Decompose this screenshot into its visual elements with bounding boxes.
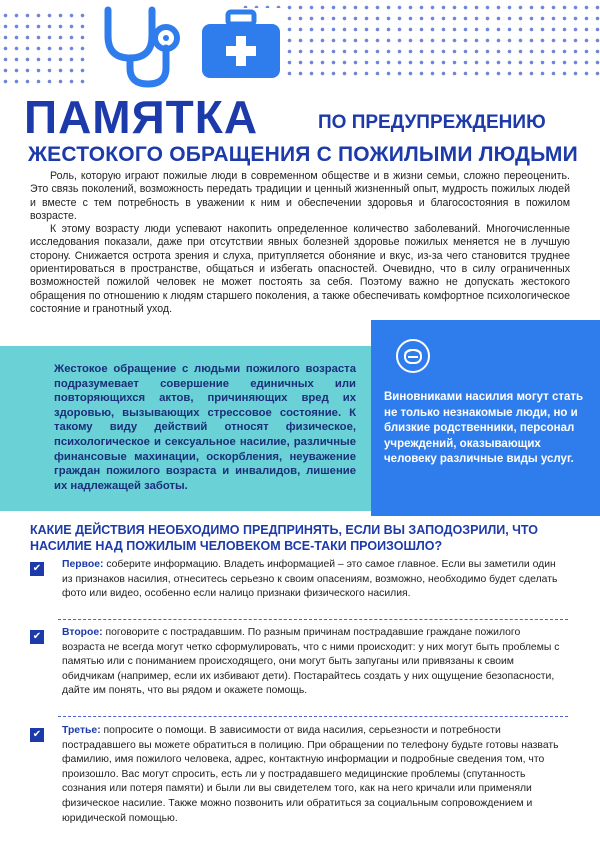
checkmark-icon: ✔ bbox=[30, 630, 44, 644]
step-text: соберите информацию. Владеть информацией – это самое главное. Если вы заметили один из признаков насилия, отнеситесь серьезно к своим опасениям, возможно, необходимо будет сделать фото или видео, особенно если налицо признаки физического насилия. bbox=[62, 559, 558, 600]
page-title: ПАМЯТКА bbox=[24, 91, 259, 143]
perpetrators-text: Виновниками насилия могут стать не только незнакомые люди, но и близкие родственники, персонал учреждений, оказывающих человеку различные виды услуг. bbox=[384, 391, 584, 466]
elderly-person-icon bbox=[395, 338, 431, 374]
intro-paragraph: Роль, которую играют пожилые люди в современном обществе и в жизни семьи, сложно переоценить. Это связь поколений, возможность передать традиции и ценный жизненный опыт, мудрость пожилых людей и вместе с тем потребность в уважении к ним и обеспечении здоровья и благосостояния в пожилом возрасте. bbox=[30, 170, 570, 222]
page-subtitle-line2: ЖЕСТОКОГО ОБРАЩЕНИЯ С ПОЖИЛЫМИ ЛЮДЬМИ bbox=[28, 143, 578, 166]
step-label: Третье: bbox=[62, 725, 101, 736]
dot-pattern-right bbox=[240, 2, 600, 80]
page-subtitle: ПО ПРЕДУПРЕЖДЕНИЮ bbox=[318, 112, 546, 133]
dashed-divider bbox=[58, 716, 568, 717]
step-label: Второе: bbox=[62, 627, 103, 638]
intro-paragraph: К этому возрасту люди успевают накопить определенное количество заболеваний. Многочисленные исследования показали, даже при отсутствии явных болезней здоровье пожилых меняется не в лучшую сторону. Снижается острота зрения и слуха, притупляется обоняние и вкус, из-за чего становится труднее ориентироваться в пространстве, общаться и избегать опасностей. Очевидно, что в силу ограниченных возможностей пожилой человек не может постоять за себя. Поэтому важно не допускать жестокого обращения по отношению к людям старшего поколения, а также обеспечивать комфортное психологическое состояние и гранотный уход. bbox=[30, 223, 570, 315]
step-item bbox=[62, 724, 566, 826]
stethoscope-icon bbox=[86, 2, 196, 90]
step-text: поговорите с пострадавшим. По разным причинам пострадавшие граждане пожилого возраста не всегда могут четко сформулировать, что с ними происходит: у них могут быть проблемы с памятью или с пониманием происходящего, они могут быть запуганы или привязаны к своим обидчикам (например, если их избивают дети). Постарайтесь создать у них ощущение безопасности, дайте им понять, что вы рядом и окажете помощь. bbox=[62, 627, 560, 697]
step-item bbox=[62, 558, 566, 602]
step-text: попросите о помощи. В зависимости от вида насилия, серьезности и потребности пострадавшего вы можете обратиться в полицию. При обращении по телефону будьте готовы назвать фамилию, имя пожилого человека, адрес, контактную информации и подробные сведения том, что произошло. Вас могут спросить, есть ли у пострадавшего медицинские проблемы (спутанность сознания или потеря памяти) и были ли вы свидетелем того, как на него кричали или применяли физическое насилие. Также можно позвонить или обратиться за социальным сопровождением и юридической помощью. bbox=[62, 725, 559, 824]
dashed-divider bbox=[58, 619, 568, 620]
checkmark-icon: ✔ bbox=[30, 728, 44, 742]
medical-kit-icon bbox=[198, 8, 284, 84]
step-item bbox=[62, 626, 566, 699]
checkmark-icon: ✔ bbox=[30, 562, 44, 576]
section-question: КАКИЕ ДЕЙСТВИЯ НЕОБХОДИМО ПРЕДПРИНЯТЬ, ЕСЛИ ВЫ ЗАПОДОЗРИЛИ, ЧТО НАСИЛИЕ НАД ПОЖИЛЫМ ЧЕЛОВЕКОМ ВСЕ-ТАКИ ПРОИЗОШЛО? bbox=[30, 523, 538, 553]
dot-pattern-left bbox=[0, 10, 88, 84]
intro-text bbox=[30, 170, 570, 316]
step-label: Первое: bbox=[62, 559, 104, 570]
definition-text: Жестокое обращение с людьми пожилого возраста подразумевает совершение единичных или повторяющихся актов, причиняющих вред их здоровью, вызывающих стрессовое состояние. К такому виду действий относят физическое, психологическое и сексуальное насилие, различные финансовые махинации, оскорбления, неуважение граждан пожилого возраста и инвалидов, лишение их надлежащей заботы. bbox=[54, 363, 356, 492]
